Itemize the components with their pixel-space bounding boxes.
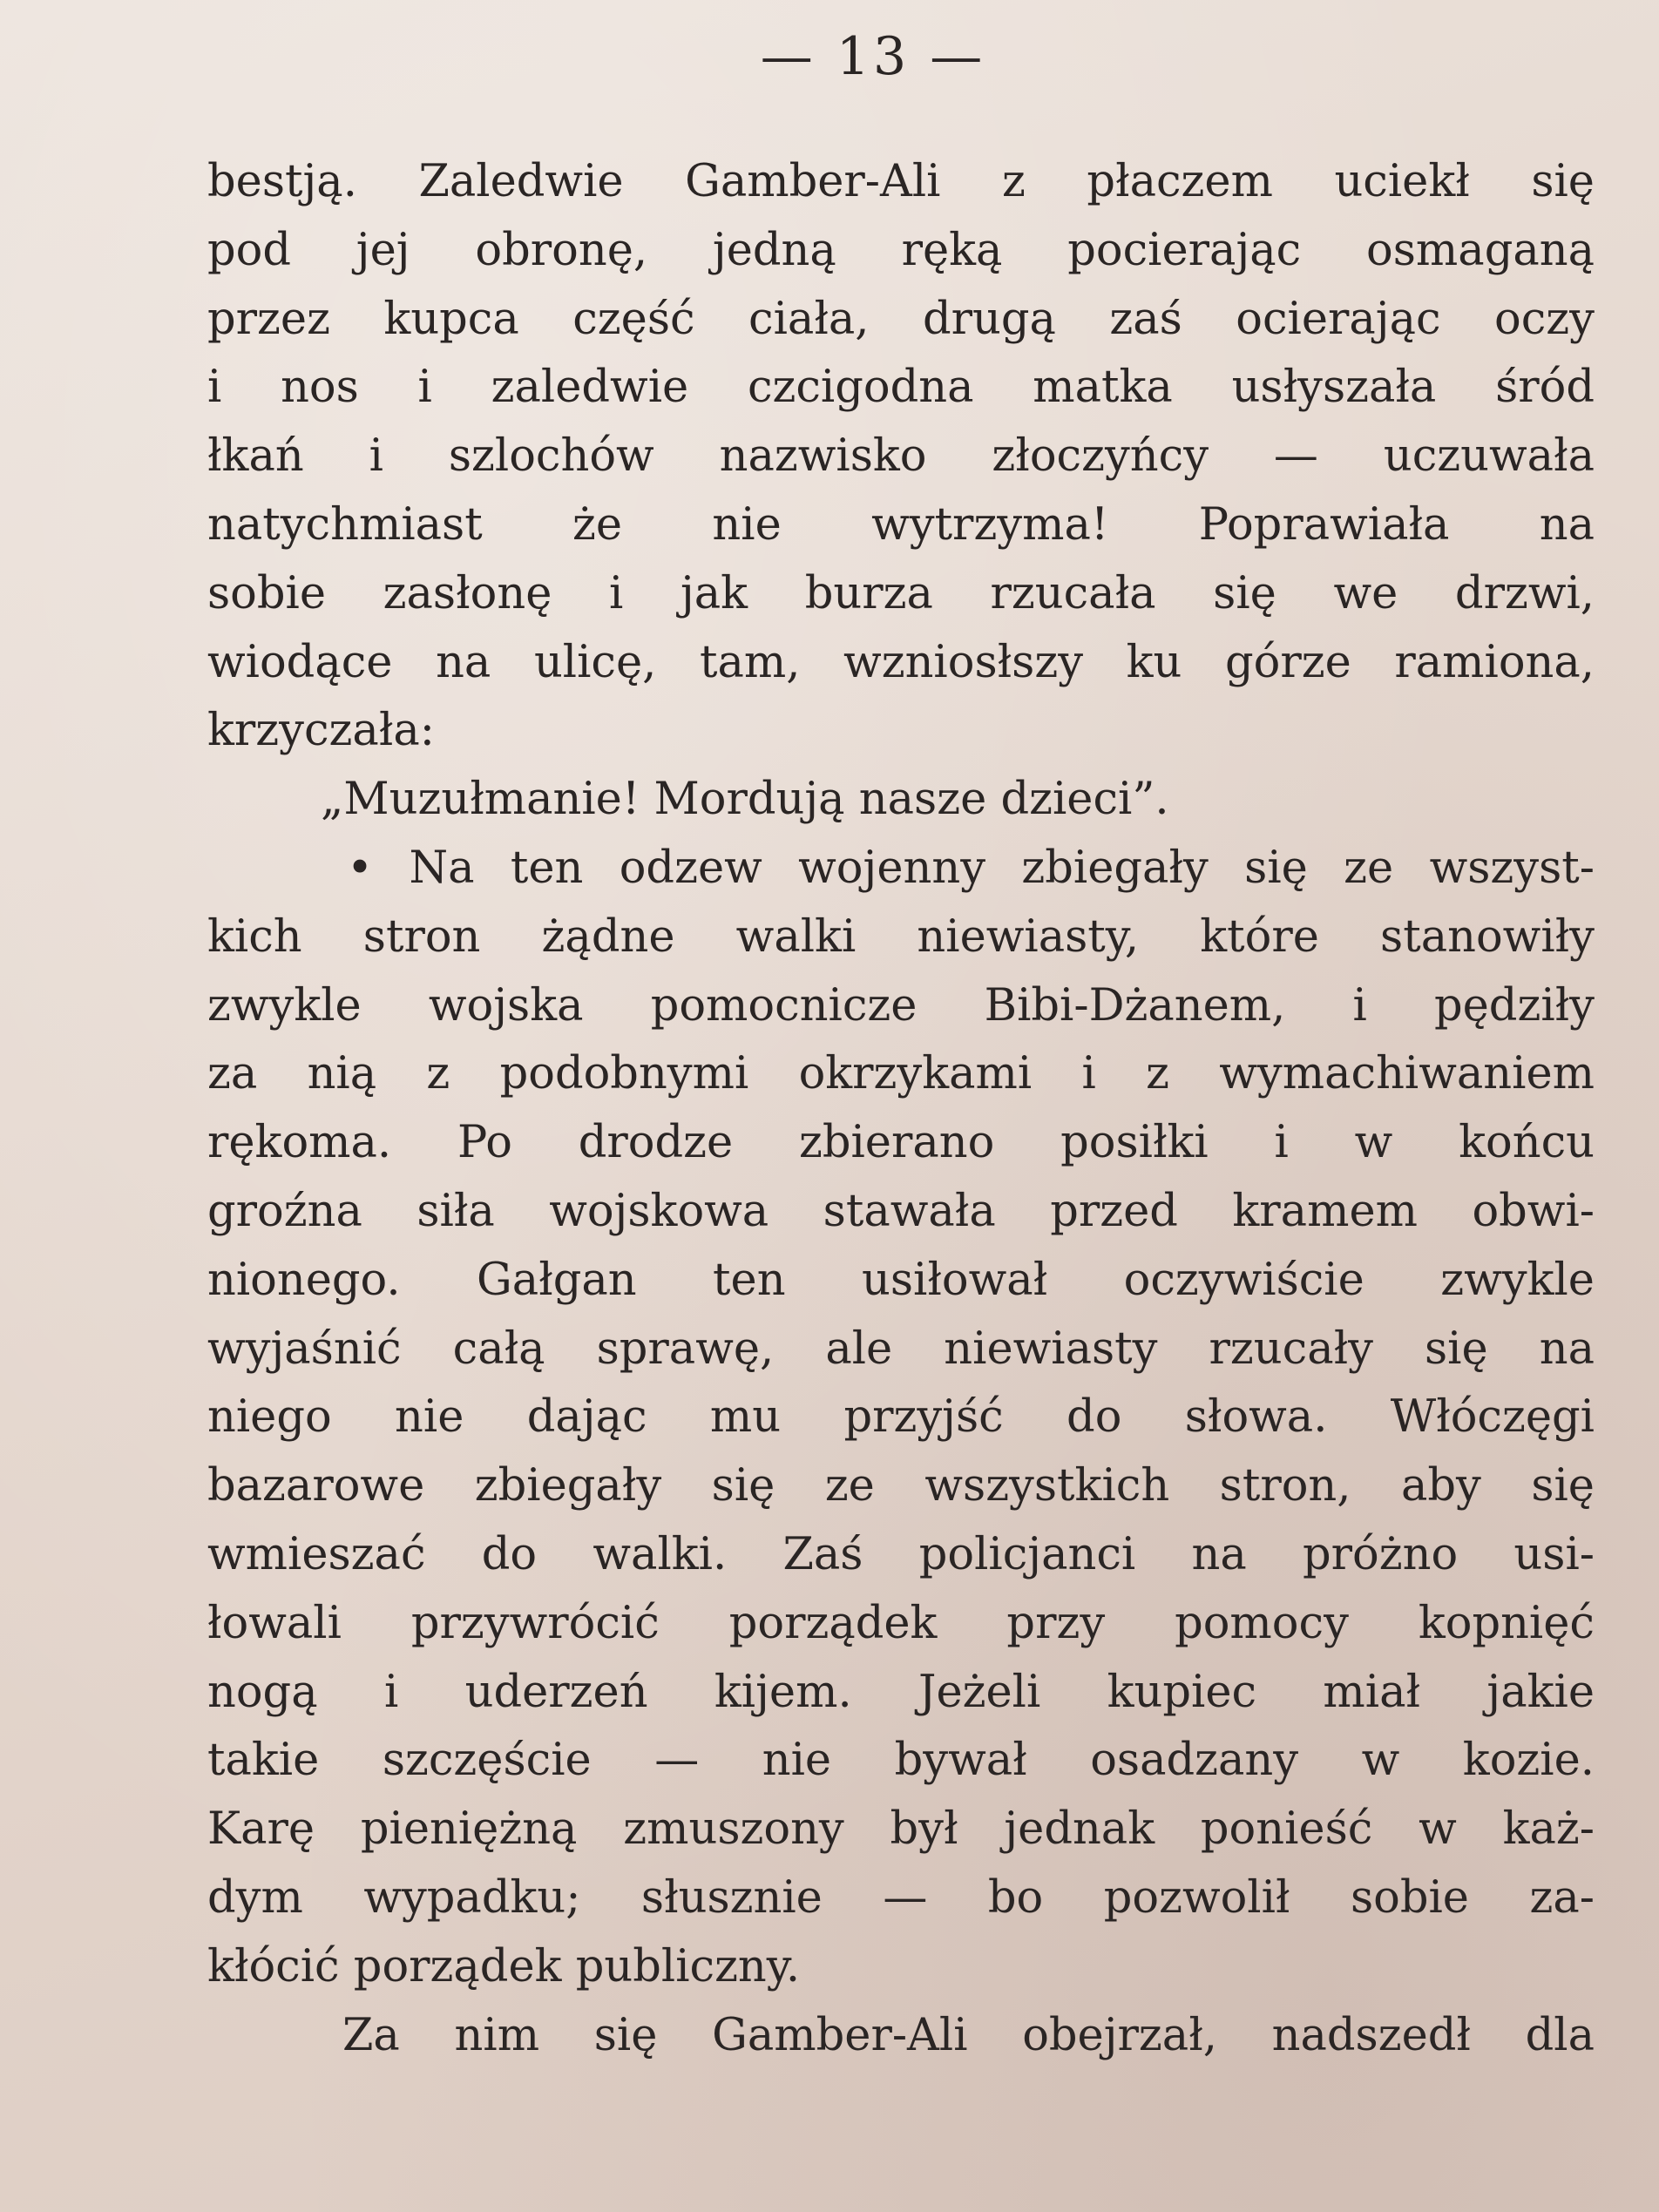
text-line: kłócić porządek publiczny.: [207, 1940, 801, 1992]
text-line: pod jej obronę, jedną ręką pocierając osmaganą: [207, 224, 1595, 276]
text-line: przez kupca część ciała, drugą zaś ocierając oczy: [207, 293, 1595, 345]
quote-line: „Muzułmanie! Mordują nasze dzieci”.: [321, 774, 1169, 826]
text-line: nionego. Gałgan ten usiłował oczywiście zwykle: [207, 1254, 1595, 1306]
paragraph-start-line: • Na ten odzew wojenny zbiegały się ze wszyst-: [347, 842, 1595, 894]
text-line: i nos i zaledwie czcigodna matka usłyszała śród: [207, 362, 1595, 414]
text-line: zwykle wojska pomocnicze Bibi-Dżanem, i pędziły: [207, 979, 1595, 1032]
text-line: Karę pieniężną zmuszony był jednak ponieść w każ-: [207, 1803, 1595, 1856]
body-text: [207, 148, 1595, 2070]
text-line: za nią z podobnymi okrzykami i z wymachiwaniem: [207, 1048, 1595, 1100]
text-line: łowali przywrócić porządek przy pomocy kopnięć: [207, 1597, 1595, 1649]
text-line: krzyczała:: [207, 705, 435, 757]
text-line: natychmiast że nie wytrzyma! Poprawiała na: [207, 498, 1595, 551]
text-line: nogą i uderzeń kijem. Jeżeli kupiec miał jakie: [207, 1666, 1595, 1718]
text-line: bestją. Zaledwie Gamber-Ali z płaczem uciekł się: [207, 156, 1595, 207]
text-line: wmieszać do walki. Zaś policjanci na próżno usi-: [207, 1528, 1595, 1580]
text-line: kich stron żądne walki niewiasty, które stanowiły: [207, 910, 1595, 963]
text-line: dym wypadku; słusznie — bo pozwolił sobie za-: [207, 1871, 1595, 1924]
text-line: groźna siła wojskowa stawała przed kramem obwi-: [207, 1185, 1595, 1237]
text-line: takie szczęście — nie bywał osadzany w kozie.: [207, 1735, 1595, 1787]
text-line: sobie zasłonę i jak burza rzucała się we drzwi,: [207, 567, 1595, 619]
paragraph-start-line: Za nim się Gamber-Ali obejrzał, nadszedł dla: [342, 2009, 1595, 2061]
text-line: łkań i szlochów nazwisko złoczyńcy — uczuwała: [207, 430, 1595, 483]
text-line: wyjaśnić całą sprawę, ale niewiasty rzucały się na: [207, 1322, 1595, 1375]
text-line: bazarowe zbiegały się ze wszystkich stron, aby się: [207, 1460, 1595, 1512]
text-line: niego nie dając mu przyjść do słowa. Włóczęgi: [207, 1391, 1595, 1444]
page-number: — 13 —: [760, 26, 986, 87]
text-line: wiodące na ulicę, tam, wzniosłszy ku górze ramiona,: [207, 636, 1595, 688]
text-line: rękoma. Po drodze zbierano posiłki i w końcu: [207, 1117, 1595, 1169]
